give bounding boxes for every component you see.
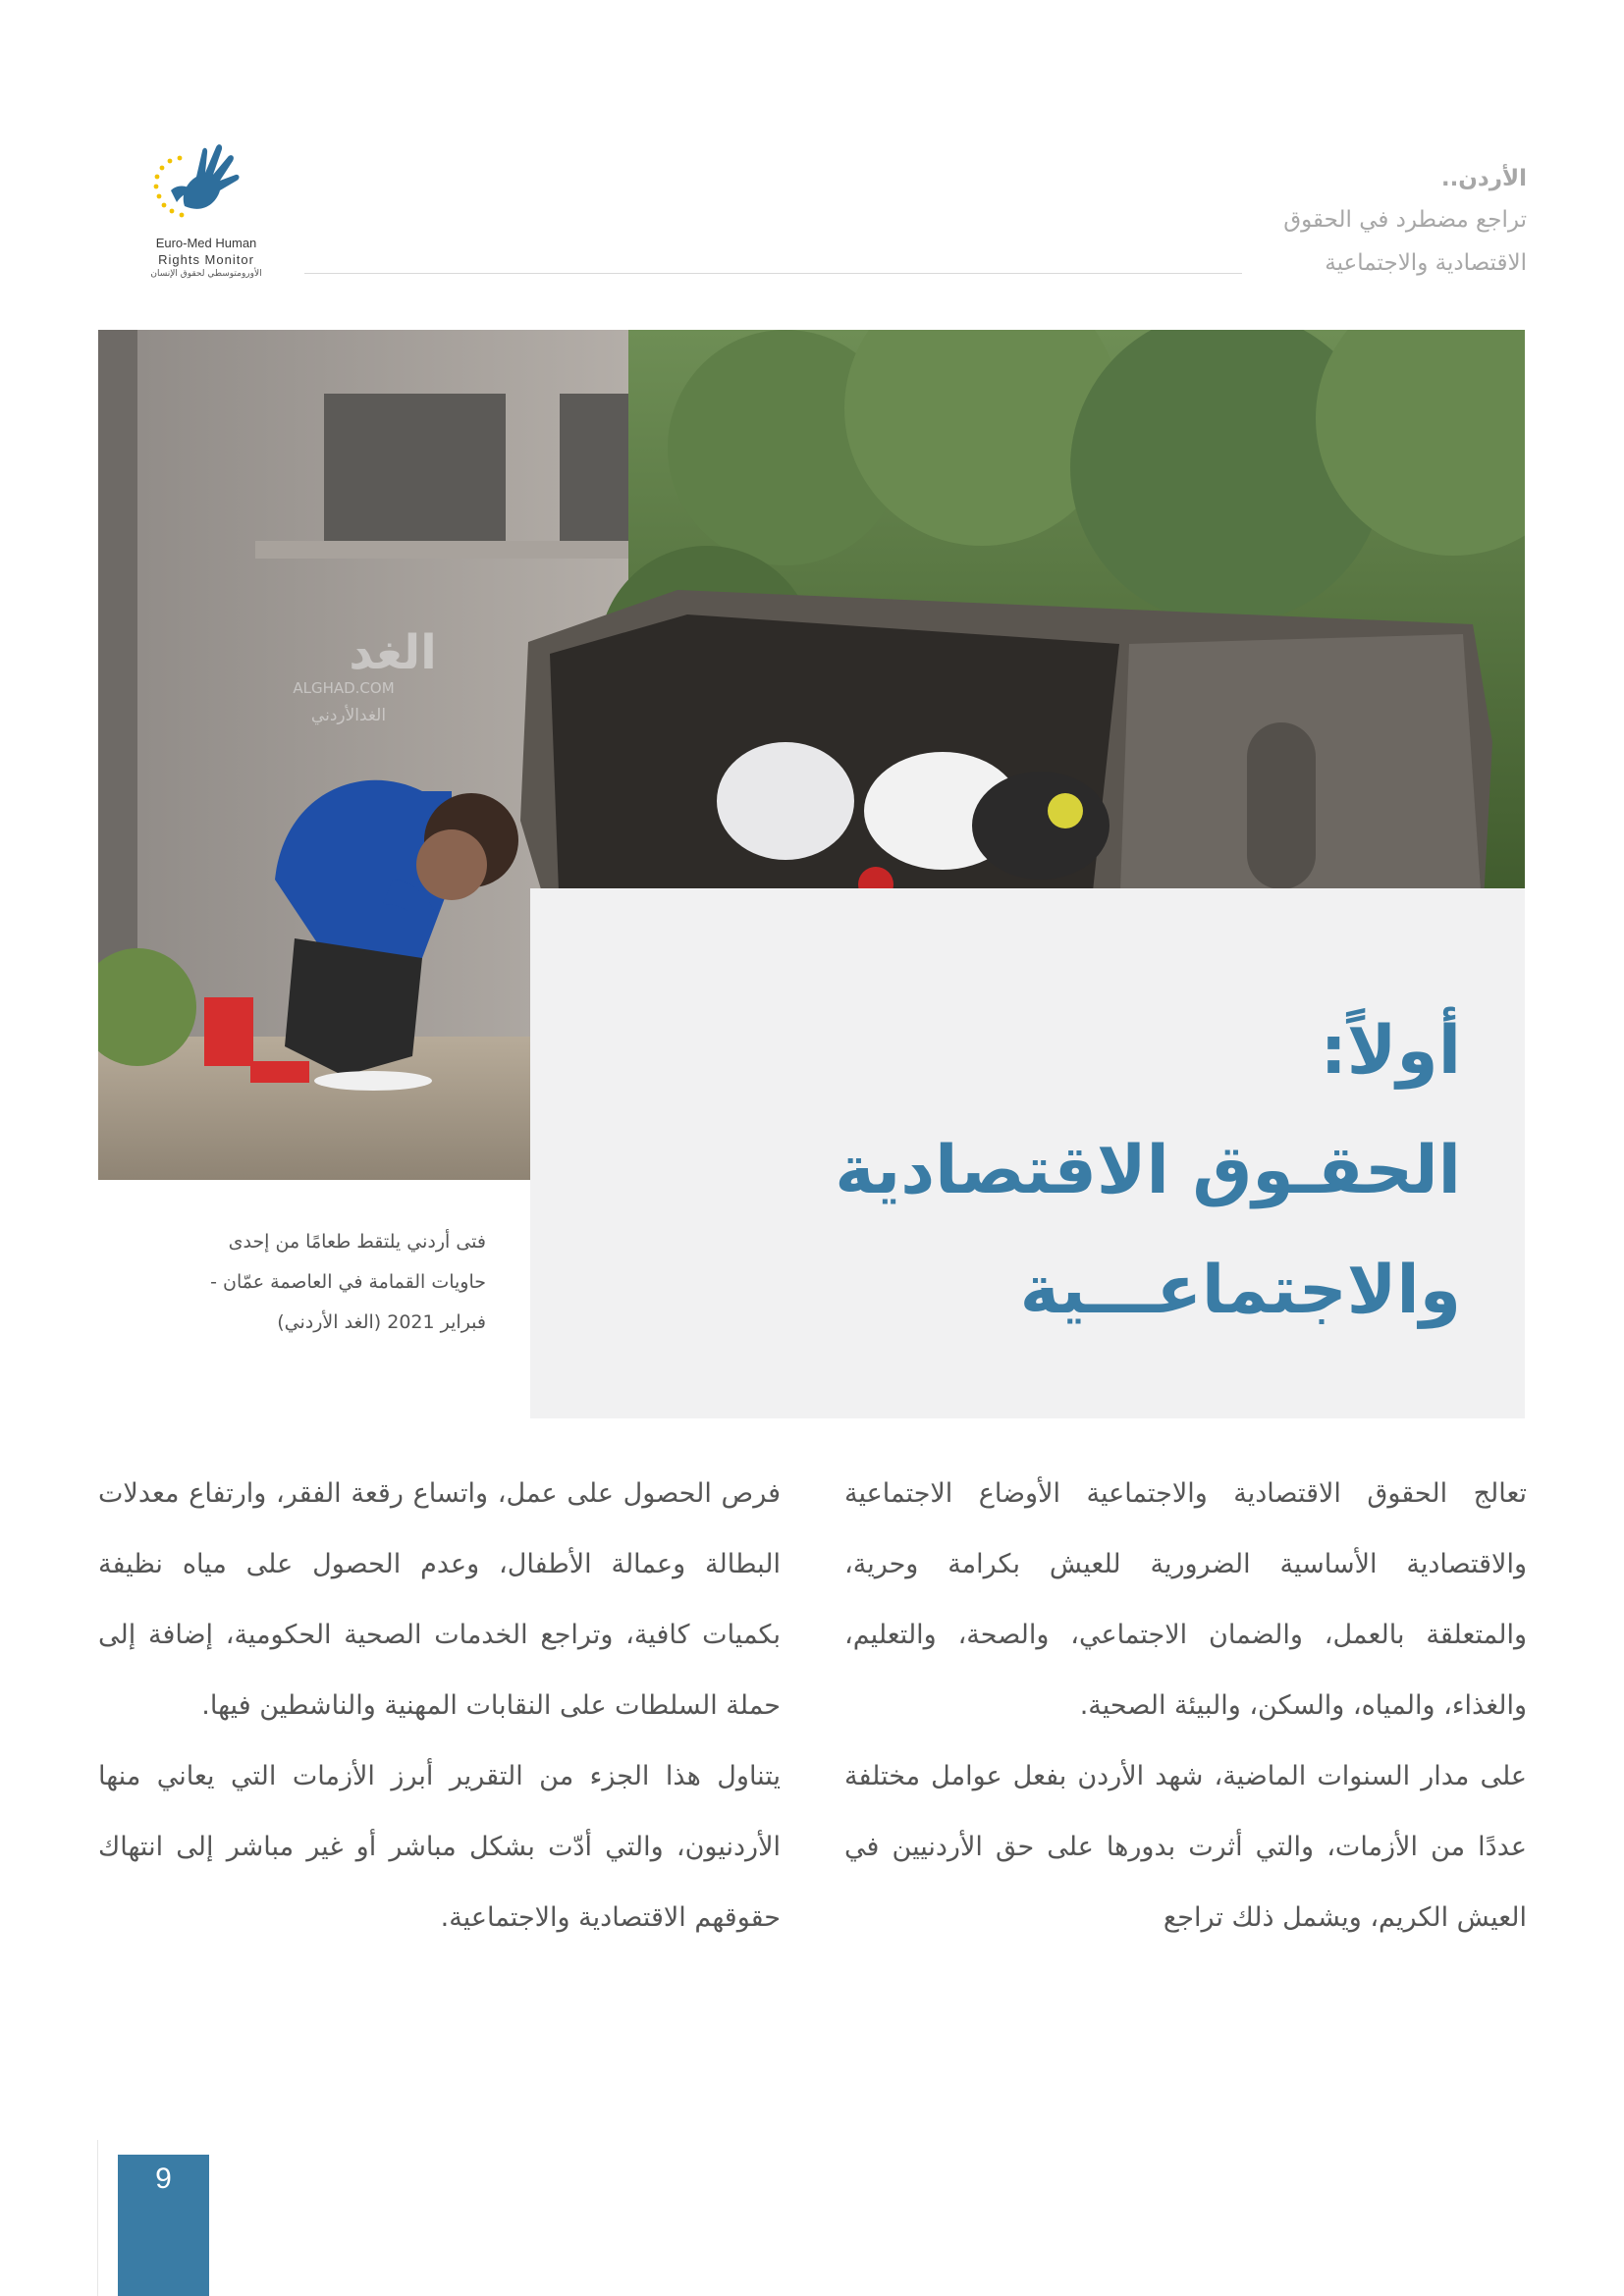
document-title — [1134, 159, 1527, 285]
header-divider — [304, 273, 1242, 274]
body-column-right — [844, 1459, 1527, 1953]
caption-line3: فبراير 2021 (الغد الأردني) — [277, 1311, 486, 1333]
photo-watermark-sub: الغدالأردني — [310, 706, 387, 725]
logo-text-en-2: Rights Monitor — [158, 252, 254, 267]
dove-hand-logo-icon — [137, 137, 275, 231]
photo-watermark-brand: الغد — [349, 625, 437, 680]
section-title-box — [530, 888, 1525, 1418]
photo-watermark-url: ALGHAD.COM — [293, 679, 395, 697]
document-subtitle-line2: الاقتصادية والاجتماعية — [1325, 250, 1527, 276]
logo-text-en-1: Euro-Med Human — [155, 236, 257, 250]
document-country: الأردن.. — [1440, 166, 1527, 191]
page-number: 9 — [118, 2155, 209, 2296]
caption-line2: حاويات القمامة في العاصمة عمّان - — [210, 1271, 486, 1293]
paragraph: يتناول هذا الجزء من التقرير أبرز الأزمات التي يعاني منها الأردنيون، والتي أدّت بشكل مباشر أو غير مباشر إلى انتهاك حقوقهم الاقتصادية والاجتماعية. — [98, 1761, 781, 1933]
body-column-left — [98, 1459, 781, 1953]
section-title-line3: والاجتماعـــية — [1019, 1252, 1461, 1329]
section-title-line2: الحقـوق الاقتصادية — [835, 1132, 1461, 1209]
section-title — [577, 991, 1461, 1351]
paragraph: تعالج الحقوق الاقتصادية والاجتماعية الأوضاع الاجتماعية والاقتصادية الأساسية الضرورية للعيش بكرامة وحرية، والمتعلقة بالعمل، والضمان الاجتماعي، والصحة، والتعليم، والغذاء، والمياه، والسكن، والبيئة الصحية. — [844, 1478, 1527, 1721]
section-title-line1: أولاً: — [1320, 1012, 1461, 1090]
document-subtitle-line1: تراجع مضطرد في الحقوق — [1283, 207, 1527, 233]
paragraph: فرص الحصول على عمل، واتساع رقعة الفقر، وارتفاع معدلات البطالة وعمالة الأطفال، وعدم الحصول على مياه نظيفة بكميات كافية، وتراجع الخدمات الصحية الحكومية، إضافة إلى حملة السلطات على النقابات المهنية والناشطين فيها. — [98, 1478, 781, 1721]
logo — [137, 137, 275, 285]
paragraph: على مدار السنوات الماضية، شهد الأردن بفعل عوامل مختلفة عددًا من الأزمات، والتي أثرت بدورها على حق الأردنيين في العيش الكريم، ويشمل ذلك تراجع — [844, 1761, 1527, 1933]
caption-line1: فتى أردني يلتقط طعامًا من إحدى — [228, 1231, 486, 1253]
photo-caption — [147, 1222, 486, 1343]
page-margin-rule — [97, 2140, 98, 2296]
logo-text-ar: الأورومتوسطي لحقوق الإنسان — [150, 269, 262, 279]
